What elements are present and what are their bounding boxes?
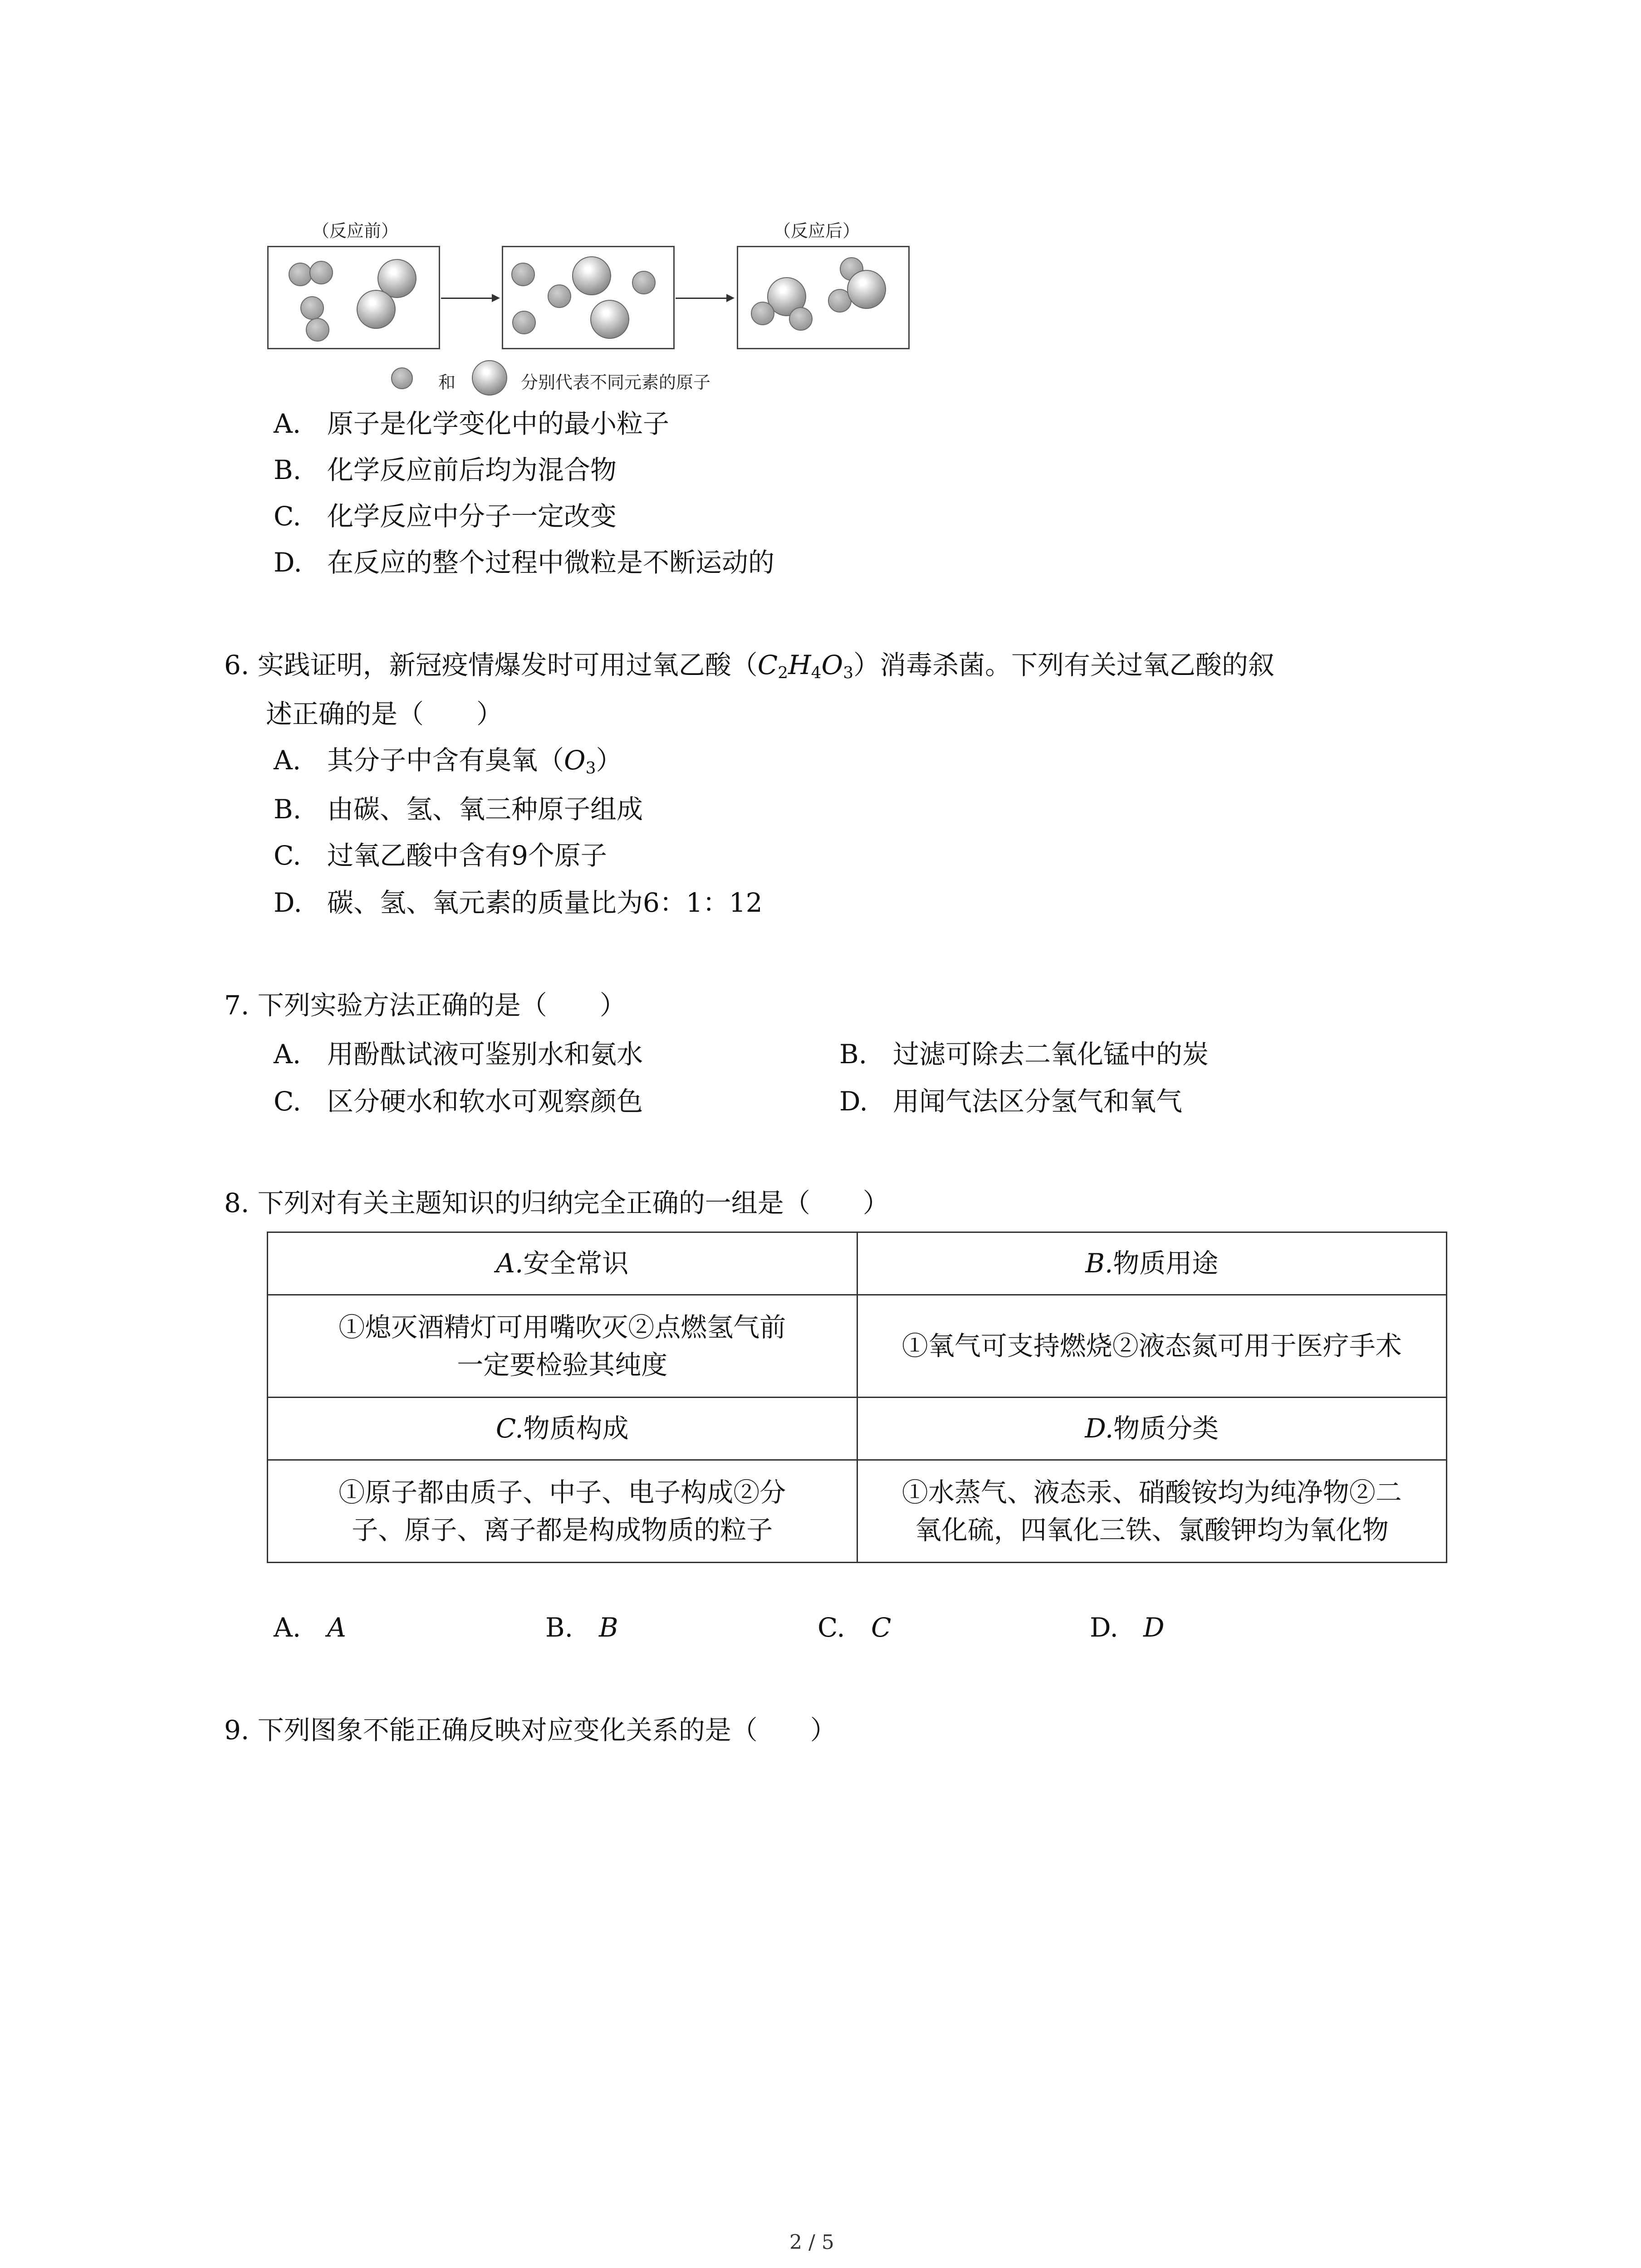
table-cell-a: ①熄灭酒精灯可用嘴吹灭②点燃氢气前 一定要检验其纯度 [268,1295,857,1398]
small-atom [548,284,571,308]
q6-option-c: C. 过氧乙酸中含有9个原子 [274,840,607,871]
legend-large-atom [472,360,507,396]
q8-answer-d: D. D [1090,1612,1165,1643]
table-cell-d: ①水蒸气、液态汞、硝酸铵均为纯净物②二 氧化硫，四氧化三铁、氯酸钾均为氧化物 [857,1460,1447,1563]
arrow-head [492,294,500,302]
q7-option-c: C. 区分硬水和软水可观察颜色 [274,1086,643,1117]
table-row [268,1295,1447,1398]
q6-stem-line2: 述正确的是（ ） [266,699,503,729]
small-atom [300,296,324,320]
q9-stem: 9. 下列图象不能正确反映对应变化关系的是（ ） [224,1715,837,1745]
table-row [268,1232,1447,1295]
q7-option-a: A. 用酚酞试液可鉴别水和氨水 [274,1039,643,1070]
legend-and: 和 [438,372,456,392]
small-atom [309,261,333,284]
small-atom [789,307,813,331]
table-cell-b: ①氧气可支持燃烧②液态氮可用于医疗手术 [857,1295,1447,1398]
legend-small-atom [391,367,413,389]
q8-stem: 8. 下列对有关主题知识的归纳完全正确的一组是（ ） [224,1188,889,1218]
large-atom [357,290,396,329]
small-atom [751,302,774,325]
large-atom [590,300,629,339]
q6-option-b: B. 由碳、氢、氧三种原子组成 [274,794,643,825]
q5-option-d: D. 在反应的整个过程中微粒是不断运动的 [274,547,775,578]
after-label: （反应后） [774,221,860,241]
before-box [267,246,440,349]
small-atom [289,263,312,286]
reaction-arrow [676,298,726,299]
reaction-arrow [441,298,492,299]
q8-answer-b: B. B [545,1612,618,1643]
large-atom [847,270,886,309]
q5-option-b: B. 化学反应前后均为混合物 [274,455,617,485]
q6-stem-line1: 6. 实践证明，新冠疫情爆发时可用过氧乙酸$(C_2H_4O_3)$消毒杀菌。下列有关过氧乙酸的叙 [224,650,1274,682]
q7-option-b: B. 过滤可除去二氧化锰中的炭 [839,1039,1209,1070]
q5-option-c: C. 化学反应中分子一定改变 [274,501,617,532]
table-row [268,1460,1447,1563]
small-atom [306,318,329,342]
large-atom [572,256,611,295]
q6-option-a: A. 其分子中含有臭氧$(O_3)$ [274,745,622,777]
middle-box [502,246,675,349]
table-header-b: B.物质用途 [857,1232,1447,1295]
table-header-a: A.安全常识 [268,1232,857,1295]
q7-stem: 7. 下列实验方法正确的是（ ） [224,990,626,1021]
page-number: 2 / 5 [789,2231,834,2254]
table-cell-c: ①原子都由质子、中子、电子构成②分 子、原子、离子都是构成物质的粒子 [268,1460,857,1563]
small-atom [632,271,656,294]
q5-option-a: A. 原子是化学变化中的最小粒子 [274,408,670,439]
table-header-d: D.物质分类 [857,1398,1447,1460]
after-box [737,246,910,349]
arrow-head [726,294,735,302]
table-row [268,1398,1447,1460]
q6-option-d: D. 碳、氢、氧元素的质量比为6：1：12 [274,887,763,918]
table-header-c: C.物质构成 [268,1398,857,1460]
q8-answer-c: C. C [818,1612,892,1643]
knowledge-table [267,1232,1447,1563]
q8-answer-a: A. A [274,1612,346,1643]
before-label: （反应前） [312,221,399,241]
small-atom [512,311,536,334]
legend-text: 分别代表不同元素的原子 [521,372,711,392]
q7-option-d: D. 用闻气法区分氢气和氧气 [839,1086,1183,1117]
small-atom [511,263,535,286]
